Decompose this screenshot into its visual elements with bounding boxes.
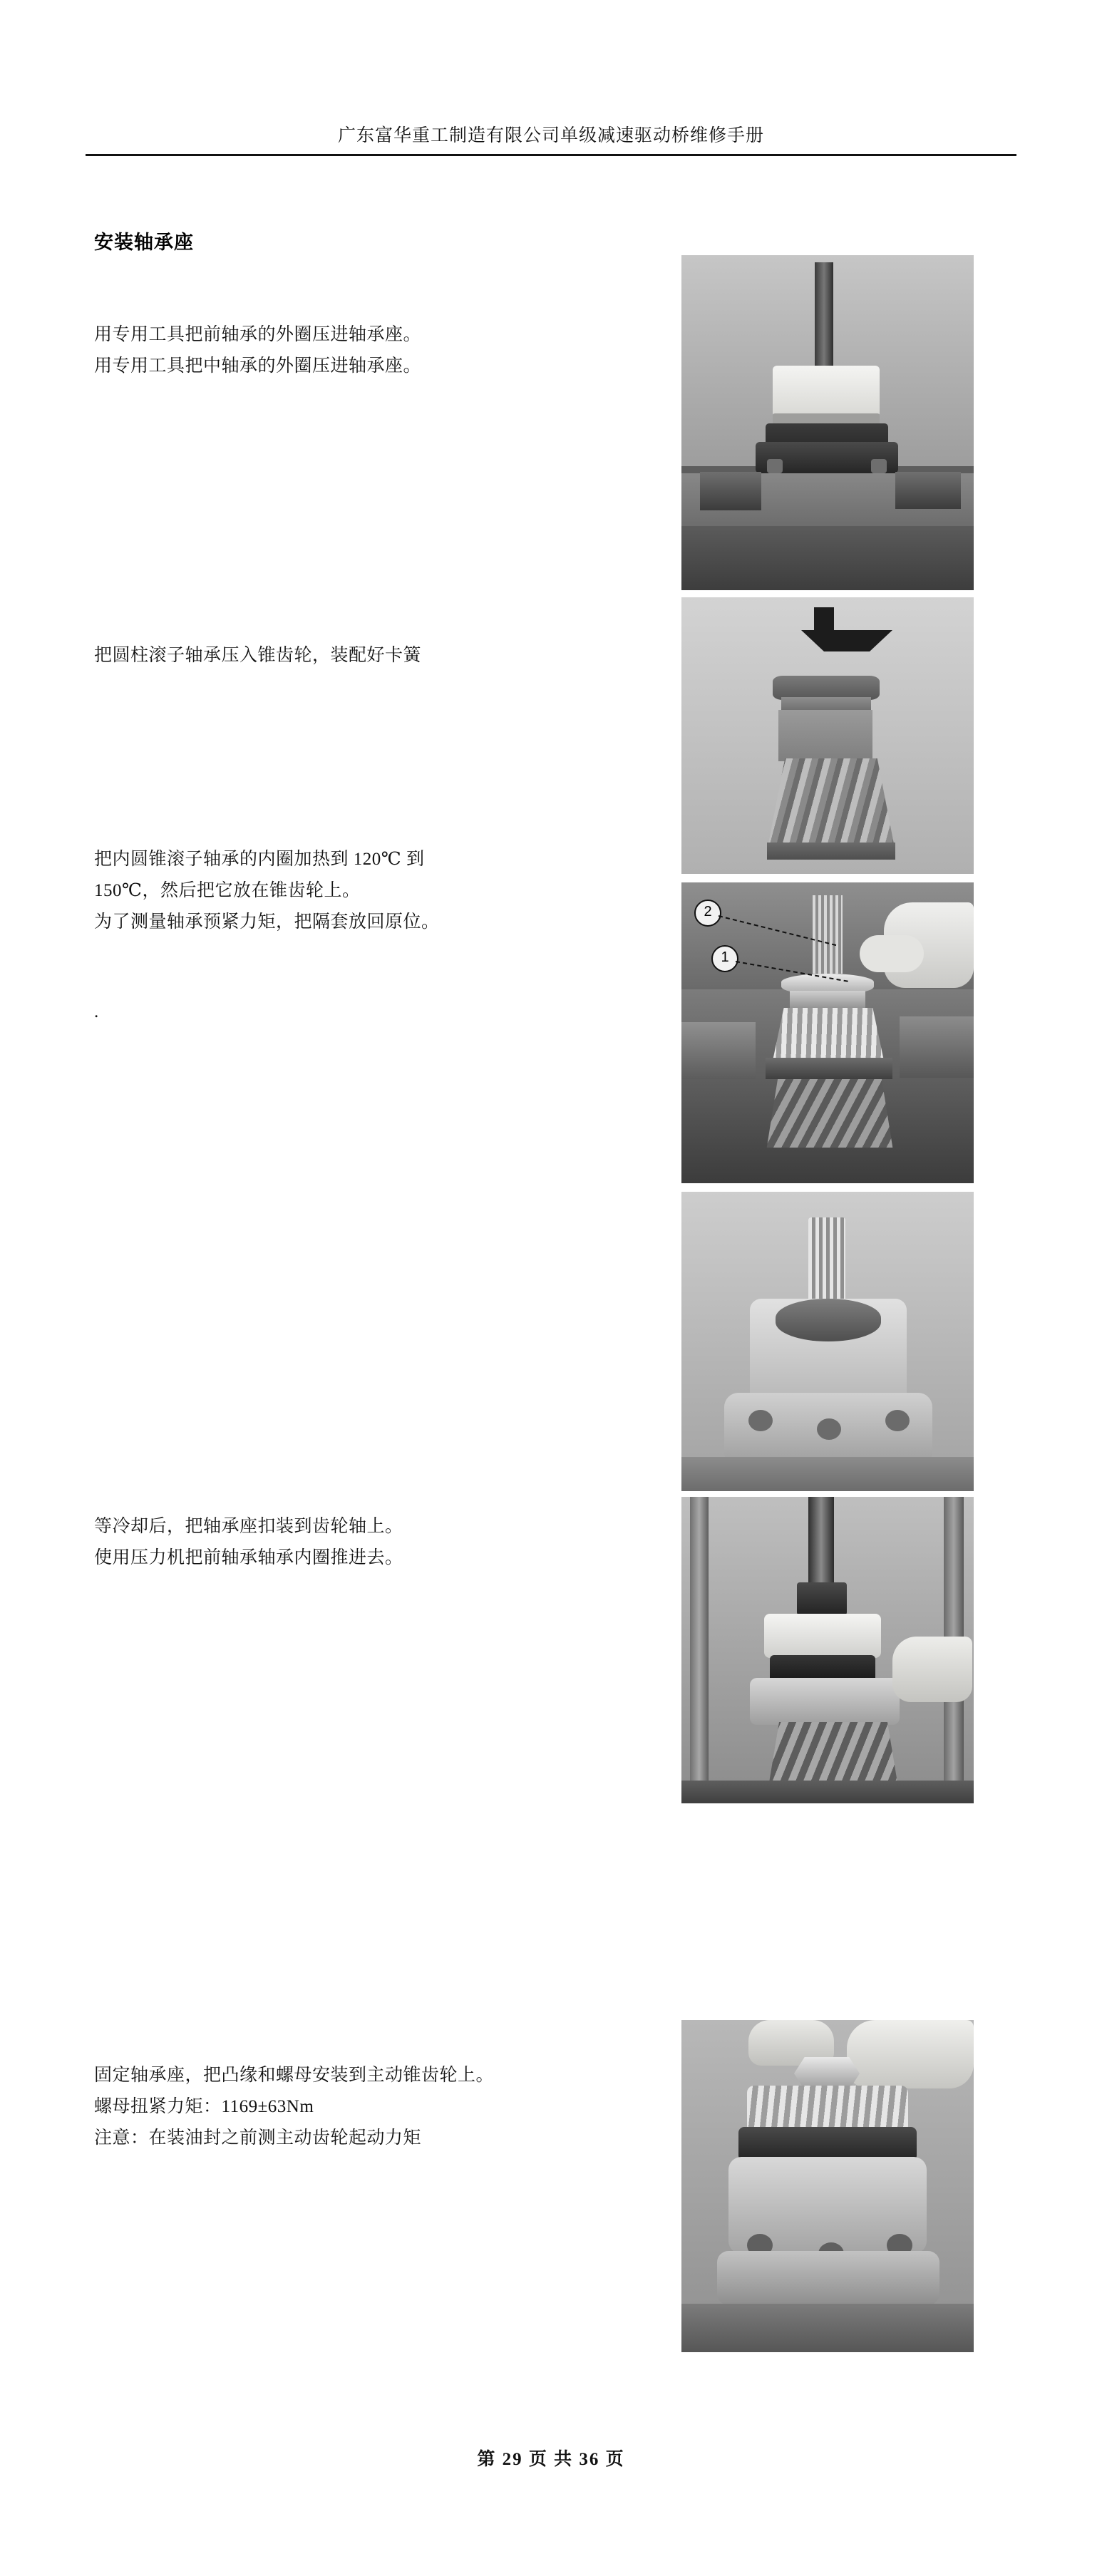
paragraph-4	[94, 996, 550, 1028]
header-divider	[86, 154, 1016, 156]
header-title: 广东富华重工制造有限公司单级减速驱动桥维修手册	[337, 126, 764, 145]
paragraph-1-line-2: 用专用工具把中轴承的外圈压进轴承座。	[94, 356, 422, 376]
figure-cylindrical-roller-bearing-press-photo	[681, 597, 974, 874]
paragraph-3-line-1: 把内圆锥滚子轴承的内圈加热到 120℃ 到	[94, 850, 425, 869]
figure-flange-and-nut-install-photo	[681, 2020, 974, 2352]
callout-marker-1: 1	[711, 945, 738, 972]
paragraph-4-line-1: .	[94, 1002, 99, 1021]
page-content	[86, 214, 1016, 2423]
page-footer: 第 29 页 共 36 页	[477, 2450, 625, 2469]
paragraph-6-line-3: 注意：在装油封之前测主动齿轮起动力矩	[94, 2128, 422, 2148]
paragraph-6	[94, 2060, 593, 2154]
figure-heated-inner-race-install-photo	[681, 882, 974, 1183]
paragraph-5-line-2: 使用压力机把前轴承轴承内圈推进去。	[94, 1548, 403, 1567]
paragraph-5	[94, 1511, 550, 1574]
figure-press-machine-inner-race-photo	[681, 1497, 974, 1803]
paragraph-1	[94, 319, 550, 382]
paragraph-2-line-1: 把圆柱滚子轴承压入锥齿轮，装配好卡簧	[94, 646, 422, 665]
paragraph-6-line-1: 固定轴承座，把凸缘和螺母安装到主动锥齿轮上。	[94, 2066, 495, 2085]
paragraph-6-line-2: 螺母扭紧力矩：1169±63Nm	[94, 2097, 314, 2116]
paragraph-3	[94, 844, 550, 938]
paragraph-3-line-2: 150℃，然后把它放在锥齿轮上。	[94, 881, 361, 900]
paragraph-2	[94, 640, 550, 671]
section-title: 安装轴承座	[94, 232, 194, 253]
page-header	[86, 121, 1016, 156]
paragraph-5-line-1: 等冷却后，把轴承座扣装到齿轮轴上。	[94, 1517, 403, 1536]
figure-bearing-housing-assembly-photo	[681, 1192, 974, 1491]
callout-marker-2: 2	[694, 900, 721, 927]
paragraph-3-line-3: 为了测量轴承预紧力矩，把隔套放回原位。	[94, 912, 440, 932]
figure-bearing-outer-race-press-photo	[681, 255, 974, 590]
paragraph-1-line-1: 用专用工具把前轴承的外圈压进轴承座。	[94, 325, 422, 344]
